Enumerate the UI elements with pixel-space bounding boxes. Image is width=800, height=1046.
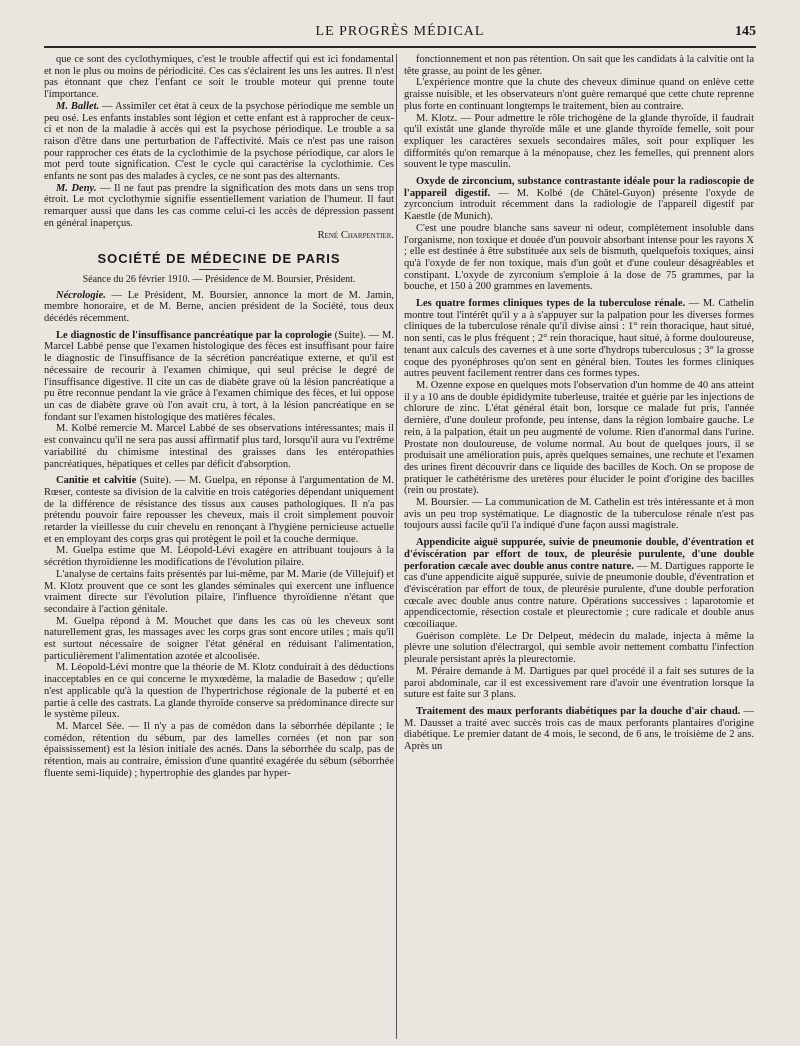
paragraph-text: — Il ne faut pas prendre la signification des mots dans un sens trop étroit. Le mot cyclothymie signifie essentiellement variation de l'humeur. Il faut remarquer aussi que dans les cas comme celui-ci les accès de dépression passent en général inaperçus. [44, 182, 394, 229]
paragraph [404, 298, 754, 380]
topic-title: Oxyde de zirconcium, substance contrastante idéale pour la radioscopie de l'appareil digestif. [404, 176, 754, 199]
paragraph-text: — M. Kolbé (de Châtel-Guyon) présente l'oxyde de zyrconcium introduit récemment dans la radiologie de l'appareil digestif par Kaestle (de Munich). [404, 187, 755, 223]
section-label: Nécrologie. [56, 289, 106, 301]
paragraph-text: (Suite). — M. Guelpa, en réponse à l'argumentation de M. Rœser, conteste sa division de la calvitie en trois catégories dépendant uniquement de la différence de résistance des tissus aux causes pathologiques. Il n'a pas prétendu pouvoir faire repousser les cheveux, mais il croit simplement pouvoir retarder la vieillesse du cuir chevelu en renonçant à l'hygiène pernicieuse actuelle et en employant des corps gras qui protègent le poil et la couche dermique. [44, 475, 394, 545]
paragraph: Guérison complète. Le Dr Delpeut, médecin du malade, injecta à même la plèvre une solution d'électrargol, qui semble avoir nettement combattu l'infection pleurale persistant après la pleurectomie. [404, 630, 754, 666]
paragraph: M. Ozenne expose en quelques mots l'observation d'un homme de 40 ans atteint il y a 10 ans de double épididymite tuberleuse, traitée et guérie par les injections de chlorure de zinc. L'état général était bon, lorsque ce malade fut pris, l'année dernière, d'une douleur profonde, peu intense, dans la région lombaire gauche. Le rein, à la palpation, était un peu augmenté de volume. Rien d'anormal dans l'urine. Prostate non douloureuse, de volume normal. Au bout de quelques jours, il se produisait une amélioration puis, après quelques semaines, une rechute et l'examen des urines firent découvrir dans ce liquide des bacilles de Koch. On se propose de pratiquer le cathétérisme des uretères pour élucider le point d'origine des bacilles (rein ou prostate). [404, 379, 754, 497]
signature: René Charpentier. [317, 229, 394, 241]
right-column [404, 54, 754, 753]
paragraph: M. Guelpa répond à M. Mouchet que dans les cas où les cheveux sont naturellement gras, les massages avec les corps gras sont encore utiles ; mais qu'il est surtout nécessaire de soigner l'état général en réduisant l'alimentation, particulièrement l'alimentation azotée et alcoolisée. [44, 615, 394, 662]
paragraph-text: — Le Président, M. Boursier, annonce la mort de M. Jamin, membre honoraire, et de M. Berne, ancien président de la Société, tous deux décédés récemment. [44, 289, 394, 325]
topic-title: Appendicite aiguë suppurée, suivie de pneumonie double, d'éventration et d'éviscération par effort de toux, de pleurésie purulente, d'une double perforation cæcale avec double anus contre nature. [404, 537, 754, 572]
paragraph [44, 290, 394, 325]
speaker-name: M. Deny. [56, 182, 97, 194]
page-header [44, 24, 756, 46]
topic-title: Les quatre formes cliniques types de la tuberculose rénale. [416, 298, 686, 310]
paragraph: L'expérience montre que la chute des cheveux diminue quand on enlève cette graisse nuisible, et les observateurs n'ont guère remarqué que cette chute reprenne plus forte en continuant longtemps le traitement, bien au contraire. [404, 77, 754, 112]
section-rule [199, 269, 239, 270]
speaker-name: M. Ballet. [56, 100, 100, 112]
paragraph: M. Boursier. — La communication de M. Cathelin est très intéressante et à mon avis un peu trop systématique. Le diagnostic de la tuberculose rénale n'est pas toujours aussi facile qu'il l'a indiqué d'une façon aussi magistrale. [404, 497, 754, 532]
header-rule [44, 46, 756, 48]
paragraph: C'est une poudre blanche sans saveur ni odeur, complètement insoluble dans l'organisme, non toxique et douée d'un pouvoir absorbant intense pour les rayons X ; elle est destinée à être substituée aux sels de bismuth, quelquefois toxiques, ainsi qu'à l'oxyde de fer non toxique, mais d'un goût et d'une couleur désagréables et constipant. L'oxyde de zyrconium s'emploie à la dose de 75 grammes, par la bouche, et 150 à 200 grammes en lavements. [404, 222, 754, 293]
topic-title: Traitement des maux perforants diabétiques par la douche d'air chaud. [416, 705, 741, 717]
paragraph: M. Léopold-Lévi montre que la théorie de M. Klotz conduirait à des déductions inacceptables en ce qui concerne le myxœdème, la maladie de Basedow ; qu'elle n'est applicable qu'à la question de l'hypertrichose régionale de la puberté et en partie à celle des castrats. La glande thyroïde conserve sa prédominance directe sur le système pileux. [44, 662, 394, 721]
paragraph: M. Marcel Sée. — Il n'y a pas de comédon dans la séborrhée dépilante ; le comédon, rétention du sébum, par des lamelles cornées (et non par son épaississement) est la lésion initiale des acnés. Dans la séborrhée du scalp, pas de rétention, mais au contraire, émission d'une quantité exagérée du sébum (séborrhée fluente semi-liquide) ; hypertrophie des glandes par hyper- [44, 720, 394, 779]
paragraph [404, 176, 754, 223]
column-divider [396, 54, 397, 1039]
topic-title: Canitie et calvitie [56, 475, 137, 487]
journal-title: LE PROGRÈS MÉDICAL [315, 24, 485, 39]
paragraph [44, 475, 394, 545]
topic-title: Le diagnostic de l'insuffisance pancréatique par la coprologie [56, 329, 332, 341]
paragraph [44, 330, 394, 424]
paragraph-text: — M. Dartigues rapporte le cas d'une appendicite aiguë suppurée, suivie de pneumonie double, d'éventration et d'éviscération par effort de toux, de pleurésie purulente, d'une double perforation cœcale avec double anus contre nature. Opérations successives : laparotomie et appendicectomie, résection costale et pleurectomie ; cure radicale et double anus cœcoiliaque. [404, 560, 755, 631]
society-heading: SOCIÉTÉ DE MÉDECINE DE PARIS [97, 251, 341, 267]
paragraph: M. Klotz. — Pour admettre le rôle trichogène de la glande thyroïde, il faudrait qu'il existât une glande thyroïde mâle et une glande thyroïde femelle, soit pour expliquer les caractères sexuels secondaires mâles, soit pour expliquer les difformités qu'on remarque à la ménopause, chez les femelles, qui prennent alors souvent le type masculin. [404, 112, 754, 171]
paragraph [44, 101, 394, 183]
paragraph [44, 183, 394, 230]
paragraph: M. Guelpa estime que M. Léopold-Lévi exagère en attribuant toujours à la sécrétion thyroïdienne les modifications de l'évolution pilaire. [44, 545, 394, 569]
page-number: 145 [735, 24, 756, 39]
paragraph: L'analyse de certains faits présentés par lui-même, par M. Marie (de Villejuif) et M. Klotz prouvent que ce sont les glandes séminales qui exercent une influence vraiment directe sur l'évolution pilaire, l'influence thyroïdienne n'étant que secondaire à l'action génitale. [44, 568, 394, 615]
paragraph: fonctionnement et non pas rétention. On sait que les candidats à la calvitie ont la tête grasse, au point de les gêner. [404, 54, 754, 77]
session-line: Séance du 26 février 1910. — Présidence de M. Boursier, Président. [82, 273, 356, 285]
left-column [44, 54, 394, 779]
paragraph-text: — Assimiler cet état à ceux de la psychose périodique me semble un peu osé. Les enfants instables sont légion et cette enfant est à rapprocher de ceux-ci et non de la maladie à accès qui est la psychose périodique. Le trouble a sa raison d'être dans une perturbation de l'affectivité. Mais ce n'est pas une raison pour rapprocher ces états de la cyclothimie de la psychose périodique, car alors le mot perd toute signification. C'est le cycle qui caractérise la cyclothimie. Ces enfants ne sont pas des malades à cycles, ce ne sont pas des alternants. [44, 100, 394, 183]
paragraph: M. Péraire demande à M. Dartigues par quel procédé il a fait ses sutures de la paroi abdominale, car il est excessivement rare d'avoir une éventration lorsque la suture est faite sur 3 plans. [404, 665, 754, 701]
paragraph-text: (Suite). — M. Marcel Labbé pense que l'examen histologique des fèces est insuffisant pour faire le diagnostic de l'insuffisance de la sécrétion pancréatique externe, et qu'il est nécessaire de recourir à l'examen chimique, qui seul précise le degré de l'insuffisance digestive. Il cite un cas de diabète grave où la lésion pancréatique a pu être reconnue pendant la vie grâce à l'examen chimique des fèces, et lui oppose un cas de diabète grave où l'on avait cru, à tort, à la lésion pancréatique en se fondant sur l'examen histologique des matières fécales. [44, 329, 395, 423]
paragraph: M. Kolbé remercie M. Marcel Labbé de ses observations intéressantes; mais il est convaincu qu'il ne sera pas aussi affirmatif plus tard, lorsqu'il aura vu l'extrême variabilité du chimisme intestinal des graisses dans les entéropathies pancréatiques, hépatiques et celles par déficit d'absorption. [44, 423, 394, 470]
paragraph [404, 537, 754, 631]
paragraph: que ce sont des cyclothymiques, c'est le trouble affectif qui est ici fondamental et non le plus ou moins de périodicité. Ces cas s'éclairent les uns les autres. Il n'est pas étonnant que chez l'enfant ce soit le trouble moteur qui prenne toute l'importance. [44, 54, 394, 101]
paragraph-text: — M. Cathelin montre tout l'intérêt qu'il y a à s'appuyer sur la palpation pour les diverses formes cliniques de la tuberculose rénale qu'il divise ainsi : 1° rein thoracique, haut situé, non senti, cas le plus fréquent ; 2° rein thoracique, haut situé, à forme douloureuse, tenant aux calculs des cavernes et à une sorte d'hydrops tuberculosus ; 3° la grosse coque des pyonéphroses qu'on sent en général bien. Toutes les formes cliniques autres peuvent facilement rentrer dans ces formes types. [404, 298, 754, 380]
paragraph [404, 706, 754, 753]
paragraph-text: — M. Dausset a traité avec succès trois cas de maux perforants plantaires d'origine diabétique. Le premier datant de 4 mois, le second, de 6 ans, le troisième de 2 ans. Après un [404, 705, 754, 753]
